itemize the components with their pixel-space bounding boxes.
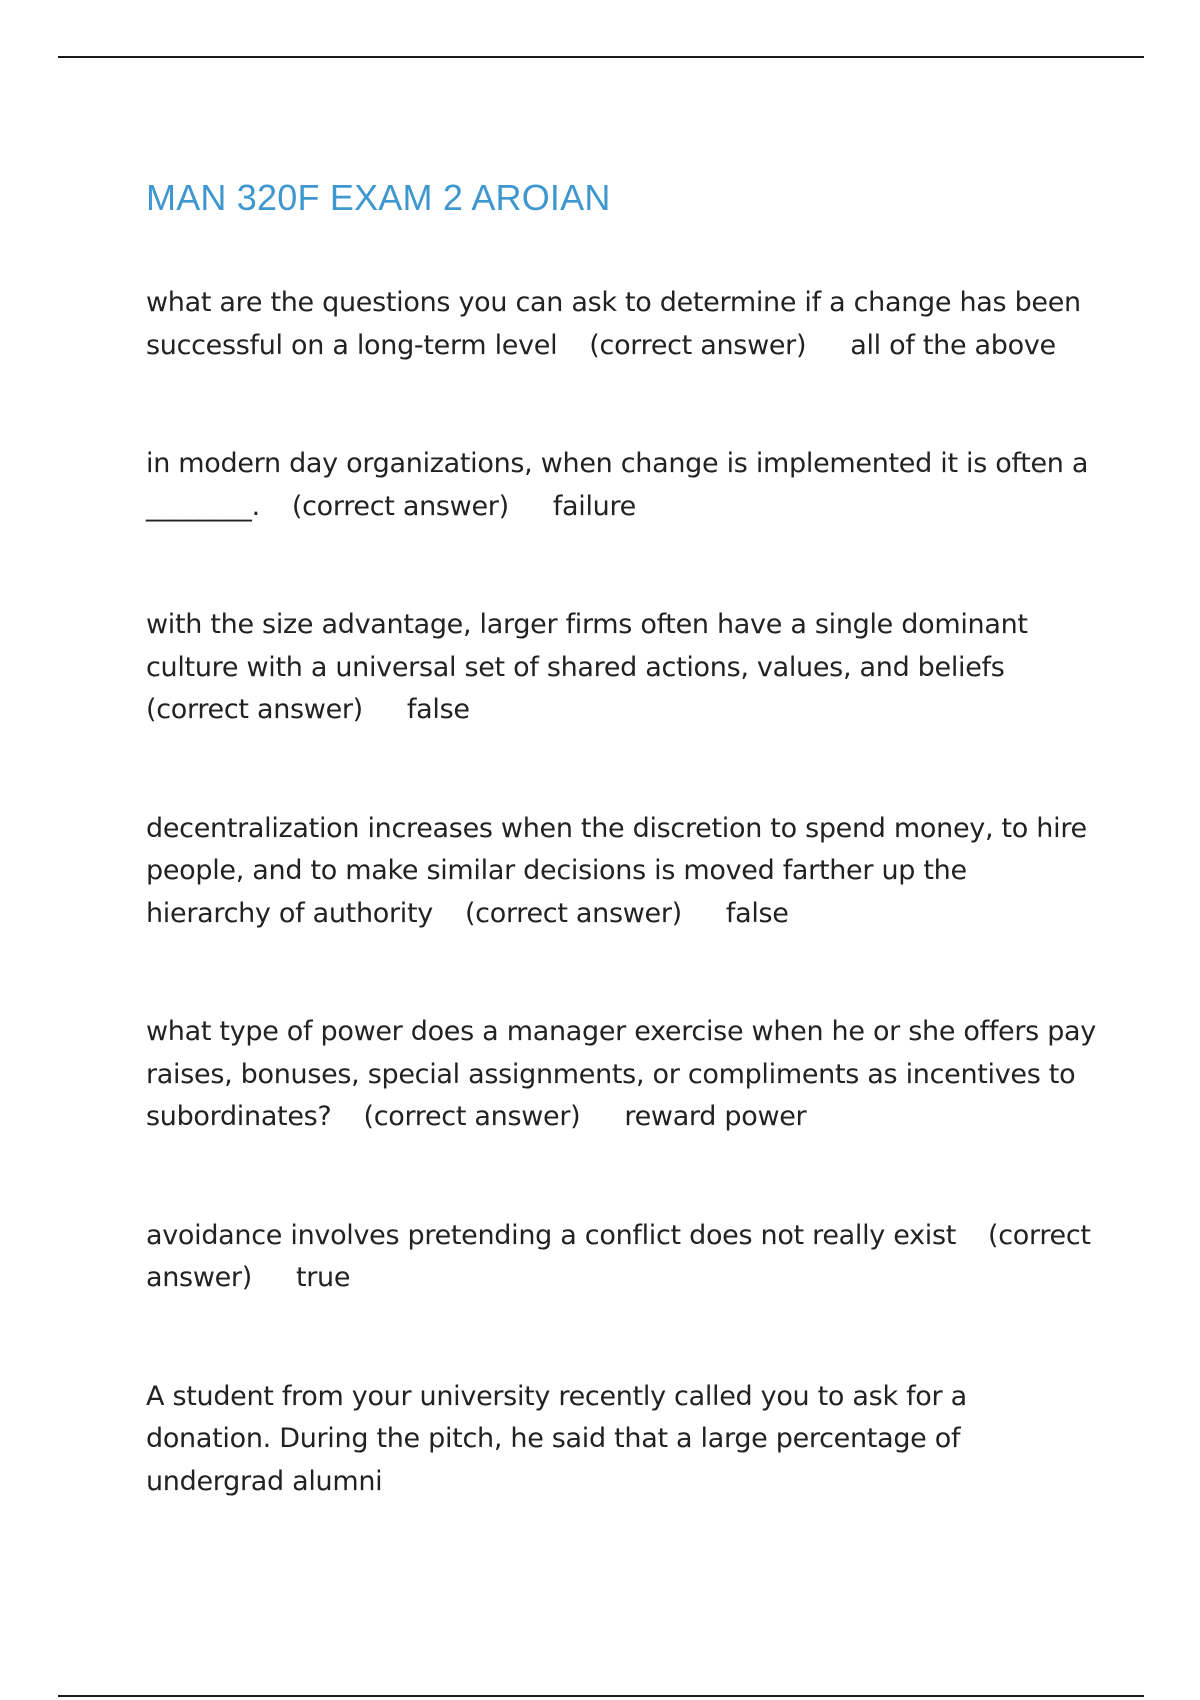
question-text: in modern day organizations, when change is implemented it is often a ________. [146, 448, 1089, 522]
top-rule [58, 56, 1144, 58]
question-text: A student from your university recently called you to ask for a donation. During the pitch, he said that a large percentage of undergrad alumni [146, 1380, 967, 1497]
answer-text: failure [552, 490, 636, 522]
answer-marker: (correct answer) [146, 1219, 1091, 1293]
qa-item-1 [146, 282, 1096, 367]
qa-item-4 [146, 808, 1096, 936]
qa-item-5 [146, 1011, 1096, 1139]
answer-marker: (correct answer) [146, 694, 363, 725]
answer-text: true [295, 1262, 351, 1293]
question-text: with the size advantage, larger firms often have a single dominant culture with a universal set of shared actions, values, and beliefs [146, 609, 1028, 683]
answer-marker: (correct answer) [464, 897, 682, 929]
qa-list [146, 282, 1096, 1503]
document-title: MAN 320F EXAM 2 AROIAN [146, 177, 611, 218]
answer-text: all of the above [850, 329, 1056, 361]
qa-item-3 [146, 604, 1096, 732]
answer-marker: (correct answer) [363, 1101, 581, 1132]
answer-marker: (correct answer) [589, 329, 807, 361]
answer-marker: (correct answer) [291, 490, 509, 522]
question-text: avoidance involves pretending a conflict does not really exist [146, 1219, 957, 1251]
answer-text: false [725, 897, 789, 929]
question-text: what are the questions you can ask to determine if a change has been successful on a long-term level [146, 287, 1081, 361]
qa-item-7 [146, 1376, 1096, 1504]
answer-text: false [406, 694, 470, 725]
document-body [146, 176, 1096, 1579]
bottom-rule [58, 1695, 1144, 1697]
qa-item-6 [146, 1215, 1096, 1300]
question-text: decentralization increases when the discretion to spend money, to hire people, and to make similar decisions is moved farther up the hierarchy of authority [146, 812, 1087, 929]
question-text: what type of power does a manager exercise when he or she offers pay raises, bonuses, special assignments, or compliments as incentives to subordinates? [146, 1016, 1096, 1132]
qa-item-2 [146, 443, 1096, 528]
answer-text: reward power [624, 1101, 807, 1132]
